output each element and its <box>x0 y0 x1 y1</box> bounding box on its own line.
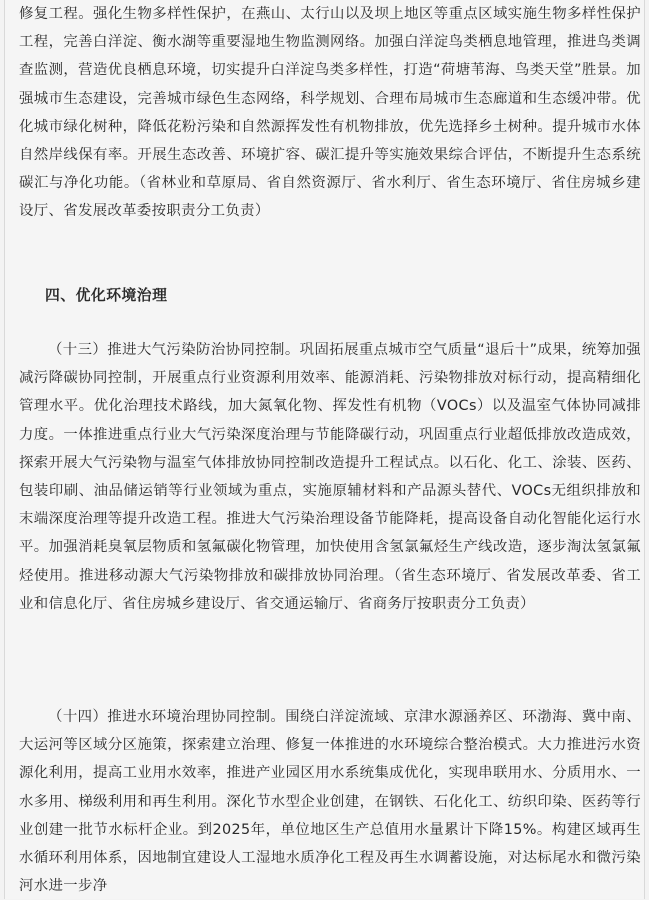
paragraph-water-environment-control: （十四）推进水环境治理协同控制。围绕白洋淀流域、京津水源涵养区、环渤海、冀中南、大运河等区域分区施策，探索建立治理、修复一体推进的水环境综合整治模式。大力推进污水资源化利用，提高工业用水效率，推进产业园区用水系统集成优化，实现串联用水、分质用水、一水多用、梯级利用和再生利用。深化节水型企业创建，在钢铁、石化化工、纺织印染、医药等行业创建一批节水标杆企业。到2025年，单位地区生产总值用水量累计下降15%。构建区域再生水循环利用体系，因地制宜建设人工湿地水质净化工程及再生水调蓄设施，对达标尾水和微污染河水进一步净 <box>19 709 641 895</box>
section-heading: 四、优化环境治理 <box>45 287 168 304</box>
paragraph-air-pollution-control: （十三）推进大气污染防治协同控制。巩固拓展重点城市空气质量“退后十”成果，统筹加强减污降碳协同控制，开展重点行业资源利用效率、能源消耗、污染物排放对标行动，提高精细化管理水平。优化治理技术路线，加大氮氧化物、挥发性有机物（VOCs）以及温室气体协同减排力度。一体推进重点行业大气污染深度治理与节能降碳行动，巩固重点行业超低排放改造成效，探索开展大气污染物与温室气体排放协同控制改造提升工程试点。以石化、化工、涂装、医药、包装印刷、油品储运销等行业领域为重点，实施原辅材料和产品源头替代、VOCs无组织排放和末端深度治理等提升改造工程。推进大气污染治理设备节能降耗，提高设备自动化智能化运行水平。加强消耗臭氧层物质和氢氟碳化物管理，加快使用含氢氯氟烃生产线改造，逐步淘汰氢氯氟烃使用。推进移动源大气污染物排放和碳排放协同治理。（省生态环境厅、省发展改革委、省工业和信息化厅、省住房城乡建设厅、省交通运输厅、省商务厅按职责分工负责） <box>19 342 641 612</box>
article-page <box>4 0 645 899</box>
paragraph-ecological-restoration: 修复工程。强化生物多样性保护，在燕山、太行山以及坝上地区等重点区域实施生物多样性保护工程，完善白洋淀、衡水湖等重要湿地生物监测网络。加强白洋淀鸟类栖息地管理，推进鸟类调查监测，营造优良栖息环境，切实提升白洋淀鸟类多样性，打造“荷塘苇海、鸟类天堂”胜景。加强城市生态建设，完善城市绿色生态网络，科学规划、合理布局城市生态廊道和生态缓冲带。优化城市绿化树种，降低花粉污染和自然源挥发性有机物排放，优先选择乡土树种。提升城市水体自然岸线保有率。开展生态改善、环境扩容、碳汇提升等实施效果综合评估，不断提升生态系统碳汇与净化功能。（省林业和草原局、省自然资源厅、省水利厅、省生态环境厅、省住房城乡建设厅、省发展改革委按职责分工负责） <box>19 6 641 220</box>
